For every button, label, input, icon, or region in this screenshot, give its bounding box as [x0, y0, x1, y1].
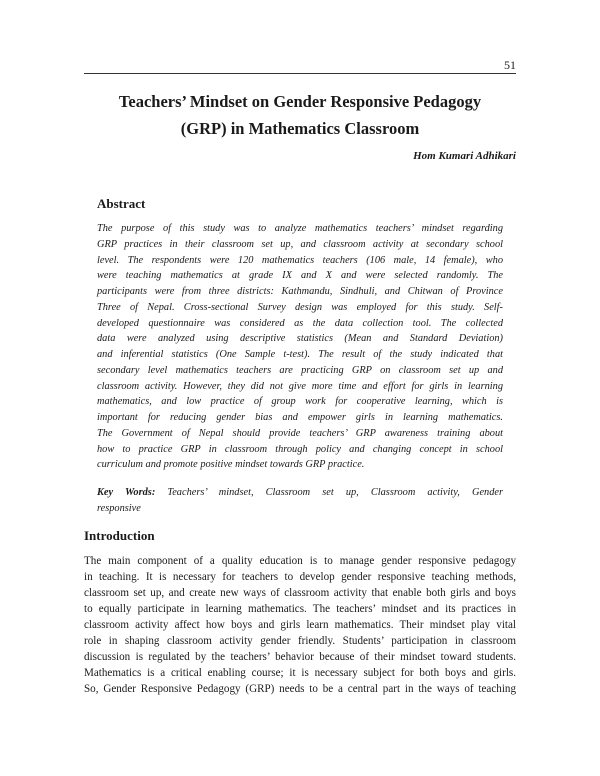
- paper-title: [84, 88, 516, 142]
- text-line: role in shaping classroom activity gender friendly. Students’ participation in classroom: [84, 634, 516, 647]
- text-line: and inferential statistics (One Sample t-test). The result of the study indicated that: [97, 349, 503, 360]
- keywords-label: Key Words:: [97, 487, 156, 498]
- text-line: The main component of a quality education is to manage gender responsive pedagogy: [84, 555, 516, 567]
- keywords: [97, 485, 503, 517]
- author-name: Hom Kumari Adhikari: [413, 150, 516, 162]
- abstract-body: [97, 221, 503, 473]
- text-line: GRP practices in their classroom set up, and classroom activity at secondary school: [97, 238, 503, 250]
- text-line: to equally participate in learning mathematics. The teachers’ mindset and its practices in: [84, 602, 516, 615]
- text-line: classroom activity. However, they did not give more time and effort for girls in learning: [97, 380, 503, 392]
- text-line: So, Gender Responsive Pedagogy (GRP) needs to be a central part in the ways of teaching: [84, 682, 516, 695]
- keywords-text: Teachers’ mindset, Classroom set up, Classroom activity, Gender: [167, 487, 504, 498]
- text-line: discussion is regulated by the teachers’ behavior because of their mindset toward students.: [84, 650, 516, 663]
- page-number: 51: [504, 58, 516, 72]
- title-line: Teachers’ Mindset on Gender Responsive Pedagogy: [118, 92, 482, 111]
- text-line: in teaching. It is necessary for teachers to develop gender responsive teaching methods,: [84, 570, 516, 583]
- text-line: secondary level mathematics teachers are practicing GRP on classroom set up and: [97, 364, 503, 376]
- text-line: level. The respondents were 120 mathematics teachers (106 male, 14 female), who: [97, 254, 503, 266]
- text-line: data were analyzed using descriptive statistics (Mean and Standard Deviation): [97, 333, 503, 345]
- introduction-body: [84, 554, 516, 698]
- keywords-text-continued: responsive: [97, 502, 141, 514]
- text-line: classroom set up, and create new ways of classroom activity that enable both girls and boys: [84, 586, 516, 599]
- text-line: participants were from three districts: Kathmandu, Sindhuli, and Chitwan of Province: [97, 286, 503, 297]
- text-line: Three of Nepal. Cross-sectional Survey design was employed for this study. Self-: [97, 301, 503, 313]
- text-line: how to practice GRP in classroom through policy and changing concept in school: [97, 443, 503, 455]
- text-line: developed questionnaire was considered as the data collection tool. The collected: [97, 317, 503, 329]
- text-line: were teaching mathematics at grade IX and X and were selected randomly. The: [97, 270, 503, 282]
- title-line: (GRP) in Mathematics Classroom: [180, 119, 420, 138]
- text-line: curriculum and promote positive mindset towards GRP practice.: [97, 459, 365, 471]
- abstract-heading: Abstract: [97, 196, 146, 211]
- text-line: The purpose of this study was to analyze mathematics teachers’ mindset regarding: [97, 223, 503, 234]
- text-line: The Government of Nepal should provide teachers’ GRP awareness training about: [97, 427, 503, 439]
- header-rule: [84, 73, 516, 74]
- text-line: classroom activity affect how boys and girls learn mathematics. Their mindset play vital: [84, 618, 516, 631]
- text-line: Mathematics is a critical enabling course; it is necessary subject for both boys and girls.: [84, 666, 516, 679]
- text-line: mathematics, and low practice of group work for cooperative learning, which is: [97, 396, 503, 408]
- text-line: important for reducing gender bias and empower girls in learning mathematics.: [97, 412, 503, 423]
- introduction-heading: Introduction: [84, 528, 155, 543]
